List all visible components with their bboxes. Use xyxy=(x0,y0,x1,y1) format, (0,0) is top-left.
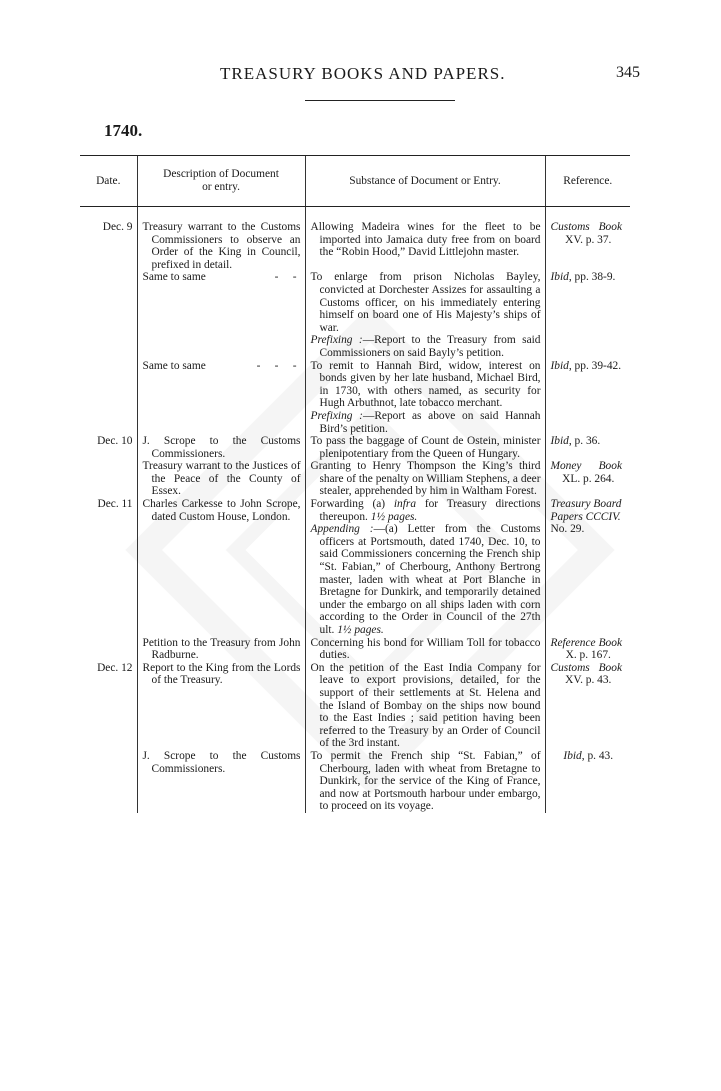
entry-description-text: Treasury warrant to the Customs Commissioners to observe an Order of the King in Council, prefixed in detail. xyxy=(142,221,301,271)
reference-kind: Book xyxy=(598,636,622,649)
entry-description xyxy=(137,750,305,813)
entry-date: Dec. 12 xyxy=(97,661,133,674)
entry-description xyxy=(137,460,305,498)
entry-substance-text xyxy=(311,498,541,523)
page-number: 345 xyxy=(616,64,640,81)
entry-date xyxy=(80,460,137,498)
entry-substance xyxy=(305,271,545,359)
reference-volume: , pp. 38-9. xyxy=(568,271,616,284)
entry-substance xyxy=(305,435,545,460)
appendix-label: Prefixing : xyxy=(310,409,363,422)
table-row xyxy=(80,662,630,750)
column-header-reference: Reference. xyxy=(545,156,630,207)
table-row xyxy=(80,460,630,498)
column-header-description-line1: Description of Document xyxy=(163,168,279,180)
entry-substance-text: To pass the baggage of Count de Ostein, minister plenipotentiary from the Queen of Hungary. xyxy=(310,435,541,460)
reference-series: Money xyxy=(550,460,582,473)
entry-reference xyxy=(545,221,630,271)
appendix-text: —Report to the Treasury from said Commissioners on said Bayly’s petition. xyxy=(319,334,541,359)
appendix-text: —(a) Letter from the Customs officers at Portsmouth, dated 1740, Dec. 10, to said Commissioners concerning the French ship “St. Fabian,” of Cherbourg, Anthony Bertrong master, laden with wheat at Port Blanche in Bretagne for Dunkirk, and temporarily detained under the embargo on all ships laden with corn according to the Order in Council of the 27th ult. xyxy=(319,523,541,636)
entry-description-leader: - - - xyxy=(256,359,297,372)
column-header-date: Date. xyxy=(80,156,137,207)
reference-series: Ibid xyxy=(563,749,582,762)
reference-volume: XV. p. 37. xyxy=(565,233,612,246)
entry-substance-text: Concerning his bond for William Toll for tobacco duties. xyxy=(310,636,541,662)
column-header-description-line2: or entry. xyxy=(202,181,240,193)
reference-volume: X. p. 167. xyxy=(565,649,611,662)
entry-description-text: J. Scrope to the Customs Commissioners. xyxy=(142,749,301,775)
entry-substance-text: To enlarge from prison Nicholas Bayley, convicted at Dorchester Assizes for assaulting a Customs officer, on his immediately entering himself on board one of His Majesty’s ships of war. xyxy=(310,271,541,334)
reference-kind: Book xyxy=(598,221,622,233)
reference-series: Customs xyxy=(550,661,590,674)
year-heading: 1740. xyxy=(104,121,143,140)
reference-kind: Papers CCCIV. xyxy=(550,510,621,523)
reference-kind: Book xyxy=(598,460,622,473)
ledger-table xyxy=(80,155,630,813)
entry-description-text: Petition to the Treasury from John Radburne. xyxy=(142,636,301,662)
entry-description-leader: - - xyxy=(274,271,297,284)
entry-substance xyxy=(305,662,545,750)
entry-substance-appendix xyxy=(311,523,541,636)
table-row xyxy=(80,750,630,813)
substance-pages: 1½ pages. xyxy=(370,510,418,523)
running-head xyxy=(0,64,721,88)
entry-substance xyxy=(305,750,545,813)
entry-substance xyxy=(305,637,545,662)
entry-date xyxy=(80,360,137,436)
entry-date: Dec. 10 xyxy=(97,435,133,448)
entry-substance-appendix xyxy=(311,410,541,435)
entry-description xyxy=(137,637,305,662)
reference-series: Ibid xyxy=(550,435,569,448)
entry-description-text: Same to same xyxy=(142,271,206,284)
reference-volume: , p. 36. xyxy=(568,435,601,448)
reference-volume: No. 29. xyxy=(550,523,585,536)
appendix-label: Prefixing : xyxy=(310,334,363,347)
table-row xyxy=(80,435,630,460)
appendix-text: —Report as above on said Hannah Bird’s petition. xyxy=(319,409,541,435)
entry-description xyxy=(137,360,305,436)
appendix-pages: 1½ pages. xyxy=(337,624,384,636)
entry-reference xyxy=(545,662,630,750)
reference-series: Reference xyxy=(550,636,596,649)
entry-description-text: Same to same xyxy=(142,359,206,372)
table-row xyxy=(80,498,630,637)
column-header-substance: Substance of Document or Entry. xyxy=(305,156,545,207)
reference-series: Ibid xyxy=(550,271,569,284)
entry-substance xyxy=(305,460,545,498)
entry-reference xyxy=(545,435,630,460)
entry-substance xyxy=(305,498,545,637)
entry-reference xyxy=(545,637,630,662)
entry-description-text: J. Scrope to the Customs Commissioners. xyxy=(142,435,301,460)
table-spacer xyxy=(80,207,630,222)
entry-description xyxy=(137,271,305,359)
table-row xyxy=(80,360,630,436)
substance-forwarding-end: for Treasury directions thereupon. xyxy=(319,498,541,523)
entry-date xyxy=(80,750,137,813)
entry-substance-text: To permit the French ship “St. Fabian,” of Cherbourg, laden with wheat from Bretagne to Dunkirk, for the service of the King of France, and now at Portsmouth harbour under embargo, to proceed on its voyage. xyxy=(310,749,541,813)
entry-reference xyxy=(545,460,630,498)
entry-substance-appendix xyxy=(311,334,541,359)
title-rule xyxy=(305,100,455,101)
entry-date xyxy=(80,271,137,359)
entry-description xyxy=(137,435,305,460)
table-row xyxy=(80,637,630,662)
table-row xyxy=(80,271,630,359)
reference-series: Ibid xyxy=(550,359,569,372)
entry-reference xyxy=(545,750,630,813)
entry-reference xyxy=(545,498,630,637)
entry-description-text: Charles Carkesse to John Scrope, dated Custom House, London. xyxy=(142,498,301,523)
entry-description xyxy=(137,662,305,750)
appendix-label: Appending : xyxy=(310,523,374,536)
reference-volume: , pp. 39-42. xyxy=(568,359,622,372)
substance-forwarding: Forwarding (a) xyxy=(310,498,394,511)
entry-date: Dec. 11 xyxy=(97,498,133,511)
entry-reference xyxy=(545,271,630,359)
reference-volume: XV. p. 43. xyxy=(565,674,612,687)
reference-series: Treasury Board xyxy=(550,498,622,511)
entry-substance-text: Allowing Madeira wines for the fleet to be imported into Jamaica duty free from on board the “Robin Hood,” David Littlejohn master. xyxy=(310,221,541,259)
entry-description xyxy=(137,498,305,637)
entry-substance-text: On the petition of the East India Company for leave to export provisions, detailed, for the support of their settlements at St. Helena and the Island of Bombay on the ships now bound to the East Indies ; said petition having been referred to the Treasury by an Order of Council of the 3rd instant. xyxy=(310,661,541,750)
substance-infra: infra xyxy=(393,498,417,511)
table-header-row xyxy=(80,156,630,207)
entry-substance-text: Granting to Henry Thompson the King’s third share of the penalty on William Stephens, a deer stealer, apprehended by him in Waltham Forest. xyxy=(310,460,541,498)
entry-description-text: Report to the King from the Lords of the Treasury. xyxy=(142,661,301,687)
entry-description xyxy=(137,221,305,271)
table-row xyxy=(80,221,630,271)
entry-date xyxy=(80,637,137,662)
entry-date: Dec. 9 xyxy=(102,221,133,233)
reference-series: Customs xyxy=(550,221,590,233)
column-header-description xyxy=(137,156,305,207)
reference-kind: Book xyxy=(598,661,622,674)
reference-volume: , p. 43. xyxy=(581,749,614,762)
page-title: TREASURY BOOKS AND PAPERS. xyxy=(220,64,506,83)
entry-reference xyxy=(545,360,630,436)
entry-substance xyxy=(305,221,545,271)
reference-volume: XL. p. 264. xyxy=(562,472,615,485)
entry-substance xyxy=(305,360,545,436)
entry-description-text: Treasury warrant to the Justices of the Peace of the County of Essex. xyxy=(142,460,301,498)
entry-substance-text: To remit to Hannah Bird, widow, interest on bonds given by her late husband, Michael Bird, in 1730, with others named, as security for Hugh Arbuthnot, late tobacco merchant. xyxy=(310,359,541,410)
